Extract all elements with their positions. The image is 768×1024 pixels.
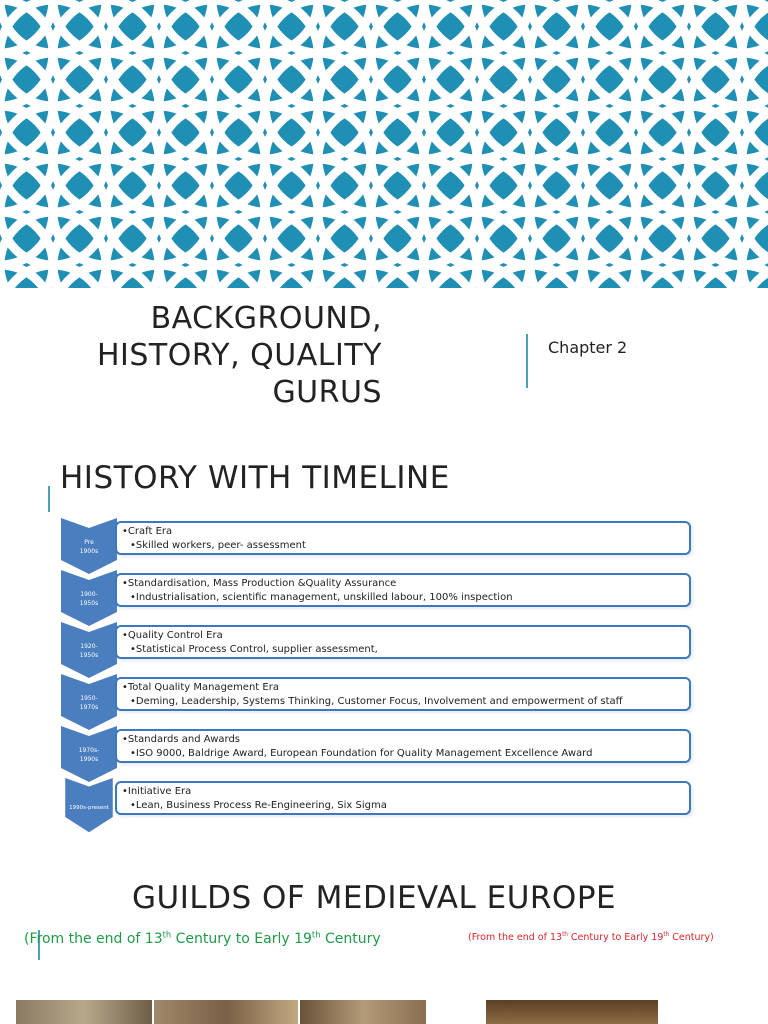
era-detail: •Lean, Business Process Re-Engineering, Six Sigma: [130, 800, 387, 811]
timeline-row: [58, 674, 698, 720]
era-box: [115, 625, 691, 659]
guilds-subtitle-green: (From the end of 13th Century to Early 19th Century: [24, 929, 381, 947]
guilds-title: GUILDS OF MEDIEVAL EUROPE: [132, 880, 617, 916]
era-detail: •ISO 9000, Baldrige Award, European Foundation for Quality Management Excellence Award: [130, 748, 593, 759]
era-name: •Quality Control Era: [122, 630, 223, 641]
period-label: 1950- 1970s: [79, 695, 99, 711]
timeline-row: [58, 778, 698, 824]
chapter-label: Chapter 2: [548, 338, 628, 357]
title-accent-line: [48, 486, 50, 512]
guild-photo-3: [300, 1000, 426, 1024]
timeline-row: [58, 726, 698, 772]
period-label: 1970s- 1990s: [78, 747, 100, 763]
era-box: [115, 729, 691, 763]
era-name: •Initiative Era: [122, 786, 192, 797]
era-detail: •Deming, Leadership, Systems Thinking, Customer Focus, Involvement and empowerment of staff: [130, 696, 623, 707]
timeline-title: HISTORY WITH TIMELINE: [60, 460, 450, 496]
title-line-3: GURUS: [272, 375, 382, 410]
period-label: 1920- 1950s: [79, 643, 99, 659]
title-line-1: BACKGROUND,: [150, 301, 382, 336]
era-name: •Total Quality Management Era: [122, 682, 279, 693]
era-name: •Craft Era: [122, 526, 173, 537]
decorative-pattern-header: [0, 0, 768, 288]
divider-line: [526, 334, 528, 388]
guild-photo-2: [154, 1000, 298, 1024]
guilds-subtitle-red: (From the end of 13th Century to Early 19th Century): [468, 931, 714, 943]
timeline-diagram: [58, 518, 698, 848]
era-detail: •Statistical Process Control, supplier assessment,: [130, 644, 378, 655]
timeline-row: [58, 622, 698, 668]
era-detail: •Skilled workers, peer- assessment: [130, 540, 306, 551]
title-line-2: HISTORY, QUALITY: [96, 338, 382, 373]
era-box: [115, 781, 691, 815]
guild-photo-1: [16, 1000, 152, 1024]
era-box: [115, 677, 691, 711]
era-name: •Standards and Awards: [122, 734, 241, 745]
period-label: 1990s-present: [69, 805, 109, 811]
period-label: 1900- 1950s: [79, 591, 99, 607]
period-label: Pre 1900s: [79, 539, 99, 555]
timeline-row: [58, 570, 698, 616]
slide-title-background-history: [22, 300, 382, 411]
era-detail: •Industrialisation, scientific management, unskilled labour, 100% inspection: [130, 592, 513, 603]
era-box: [115, 521, 691, 555]
timeline-row: [58, 518, 698, 564]
era-box: [115, 573, 691, 607]
era-name: •Standardisation, Mass Production &Quality Assurance: [122, 578, 397, 589]
guild-photo-4: [486, 1000, 658, 1024]
